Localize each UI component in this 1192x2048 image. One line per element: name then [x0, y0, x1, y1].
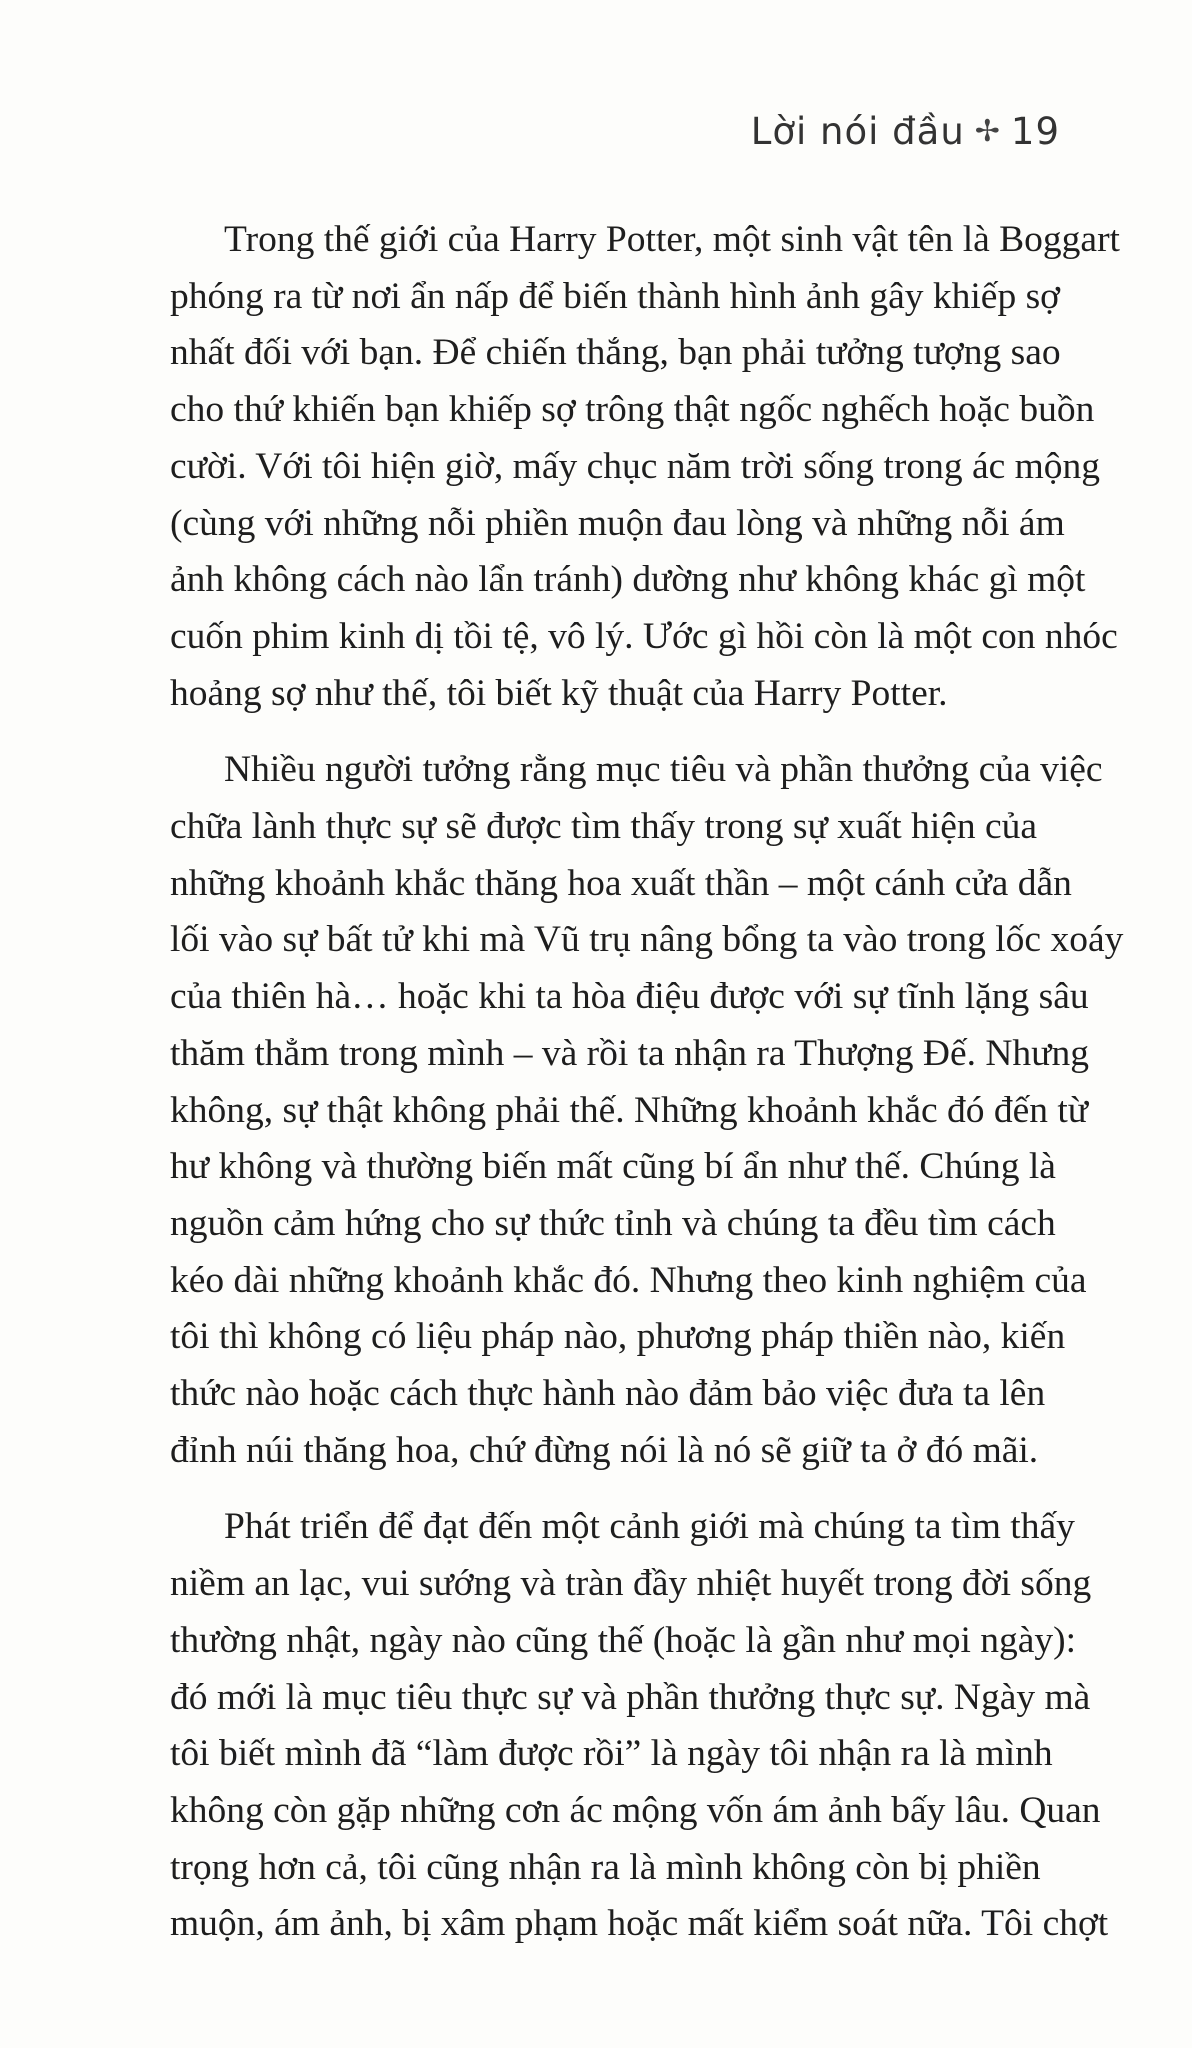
body-text: [170, 212, 1124, 1953]
paragraph-2: [170, 742, 1124, 1479]
text-line: Phát triển để đạt đến một cảnh giới mà chúng ta tìm thấy: [224, 1506, 1075, 1548]
text-line: thường nhật, ngày nào cũng thế (hoặc là gần như mọi ngày):: [170, 1619, 1077, 1661]
text-line: đó mới là mục tiêu thực sự và phần thưởng thực sự. Ngày mà: [170, 1676, 1091, 1718]
text-line: thăm thẳm trong mình – và rồi ta nhận ra Thượng Đế. Nhưng: [170, 1032, 1089, 1074]
text-line: (cùng với những nỗi phiền muộn đau lòng và những nỗi ám: [170, 502, 1065, 544]
text-line: lối vào sự bất tử khi mà Vũ trụ nâng bổng ta vào trong lốc xoáy: [170, 919, 1124, 961]
text-line: Nhiều người tưởng rằng mục tiêu và phần thưởng của việc: [224, 749, 1103, 791]
text-line: tôi thì không có liệu pháp nào, phương pháp thiền nào, kiến: [170, 1316, 1066, 1358]
text-line: tôi biết mình đã “làm được rồi” là ngày tôi nhận ra là mình: [170, 1733, 1053, 1775]
section-title: Lời nói đầu: [750, 110, 965, 153]
running-header: [751, 110, 1060, 153]
text-line: niềm an lạc, vui sướng và tràn đầy nhiệt huyết trong đời sống: [170, 1563, 1092, 1605]
text-line: phóng ra từ nơi ẩn nấp để biến thành hình ảnh gây khiếp sợ: [170, 275, 1061, 317]
text-line: cho thứ khiến bạn khiếp sợ trông thật ngốc nghếch hoặc buồn: [170, 389, 1095, 431]
text-line: nguồn cảm hứng cho sự thức tỉnh và chúng ta đều tìm cách: [170, 1202, 1056, 1244]
paragraph-1: [170, 212, 1120, 722]
text-line: chữa lành thực sự sẽ được tìm thấy trong sự xuất hiện của: [170, 806, 1038, 848]
text-line: thức nào hoặc cách thực hành nào đảm bảo việc đưa ta lên: [170, 1373, 1046, 1415]
page-number: 19: [1010, 110, 1060, 153]
text-line: đỉnh núi thăng hoa, chứ đừng nói là nó sẽ giữ ta ở đó mãi.: [170, 1429, 1039, 1471]
text-line: ảnh không cách nào lẩn tránh) dường như không khác gì một: [170, 559, 1086, 601]
text-line: không, sự thật không phải thế. Những khoảnh khắc đó đến từ: [170, 1089, 1089, 1131]
text-line: kéo dài những khoảnh khắc đó. Nhưng theo kinh nghiệm của: [170, 1259, 1087, 1301]
text-line: không còn gặp những cơn ác mộng vốn ám ảnh bấy lâu. Quan: [170, 1789, 1101, 1831]
text-line: muộn, ám ảnh, bị xâm phạm hoặc mất kiểm soát nữa. Tôi chợt: [170, 1903, 1109, 1945]
text-line: nhất đối với bạn. Để chiến thắng, bạn phải tưởng tượng sao: [170, 332, 1061, 374]
ornament-icon: ✢: [974, 114, 1001, 149]
text-line: Trong thế giới của Harry Potter, một sinh vật tên là Boggart: [224, 219, 1120, 260]
text-line: những khoảnh khắc thăng hoa xuất thần – một cánh cửa dẫn: [170, 862, 1072, 904]
paragraph-3: [170, 1499, 1109, 1953]
text-line: hoảng sợ như thế, tôi biết kỹ thuật của Harry Potter.: [170, 672, 948, 714]
text-line: cười. Với tôi hiện giờ, mấy chục năm trời sống trong ác mộng: [170, 445, 1101, 487]
text-line: cuốn phim kinh dị tồi tệ, vô lý. Ước gì hồi còn là một con nhóc: [170, 615, 1118, 657]
text-line: hư không và thường biến mất cũng bí ẩn như thế. Chúng là: [170, 1146, 1056, 1188]
text-line: trọng hơn cả, tôi cũng nhận ra là mình không còn bị phiền: [170, 1846, 1041, 1888]
text-line: của thiên hà… hoặc khi ta hòa điệu được với sự tĩnh lặng sâu: [170, 976, 1089, 1018]
